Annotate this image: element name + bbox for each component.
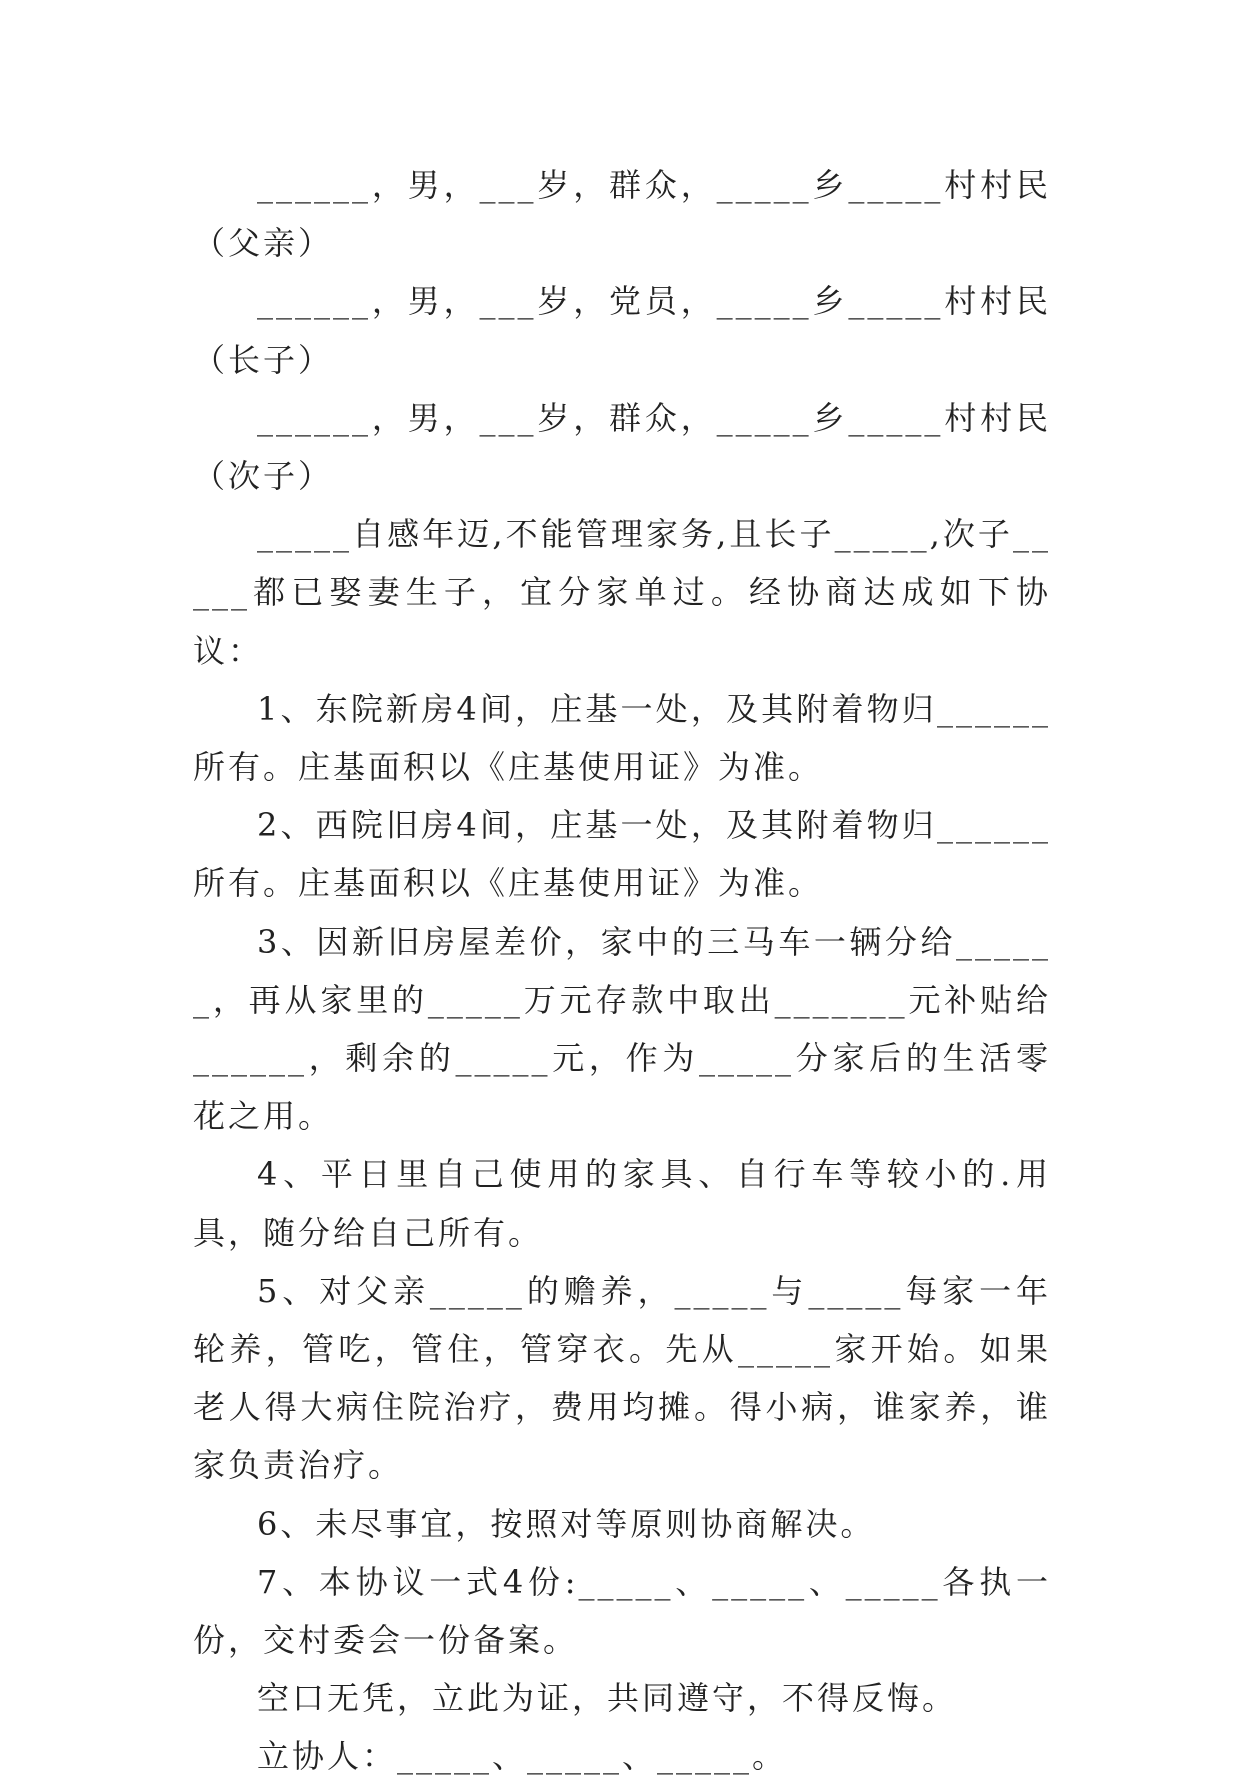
- closing-statement: 空口无凭，立此为证，共同遵守，不得反悔。: [257, 1679, 958, 1718]
- clause-4: 4、平日里自己使用的家具、自行车等较小的.用具，随分给自己所有。: [193, 1155, 1051, 1252]
- clause-2: 2、西院旧房4间，庄基一处，及其附着物归______所有。庄基面积以《庄基使用证》为准。: [193, 806, 1051, 903]
- clause-3: 3、因新旧房屋差价，家中的三马车一辆分给______，再从家里的_____万元存款中取出_______元补贴给______，剩余的_____元，作为_____分家后的生活零花之用。: [193, 922, 1051, 1136]
- clause-5: 5、对父亲_____的赡养，_____与_____每家一年轮养，管吃，管住，管穿衣。先从_____家开始。如果老人得大病住院治疗，费用均摊。得小病，谁家养，谁家负责治疗。: [193, 1271, 1051, 1485]
- signatories-line: 立协人：_____、_____、_____。: [257, 1737, 788, 1776]
- party-father: ______，男，___岁，群众，_____乡_____村村民（父亲）: [193, 166, 1051, 263]
- preamble-paragraph: _____自感年迈,不能管理家务,且长子_____,次子_____都已娶妻生子，宜分家单过。经协商达成如下协议：: [193, 515, 1051, 670]
- party-eldest-son: ______，男，___岁，党员，_____乡_____村村民（长子）: [193, 282, 1051, 379]
- party-second-son: ______，男，___岁，群众，_____乡_____村村民（次子）: [193, 398, 1051, 496]
- clause-7: 7、本协议一式4份:_____、_____、_____各执一份，交村委会一份备案。: [193, 1562, 1051, 1660]
- agreement-body: [193, 156, 1051, 1786]
- clause-1: 1、东院新房4间，庄基一处，及其附着物归______所有。庄基面积以《庄基使用证》为准。: [193, 689, 1051, 787]
- clause-6: 6、未尽事宜，按照对等原则协商解决。: [257, 1504, 876, 1543]
